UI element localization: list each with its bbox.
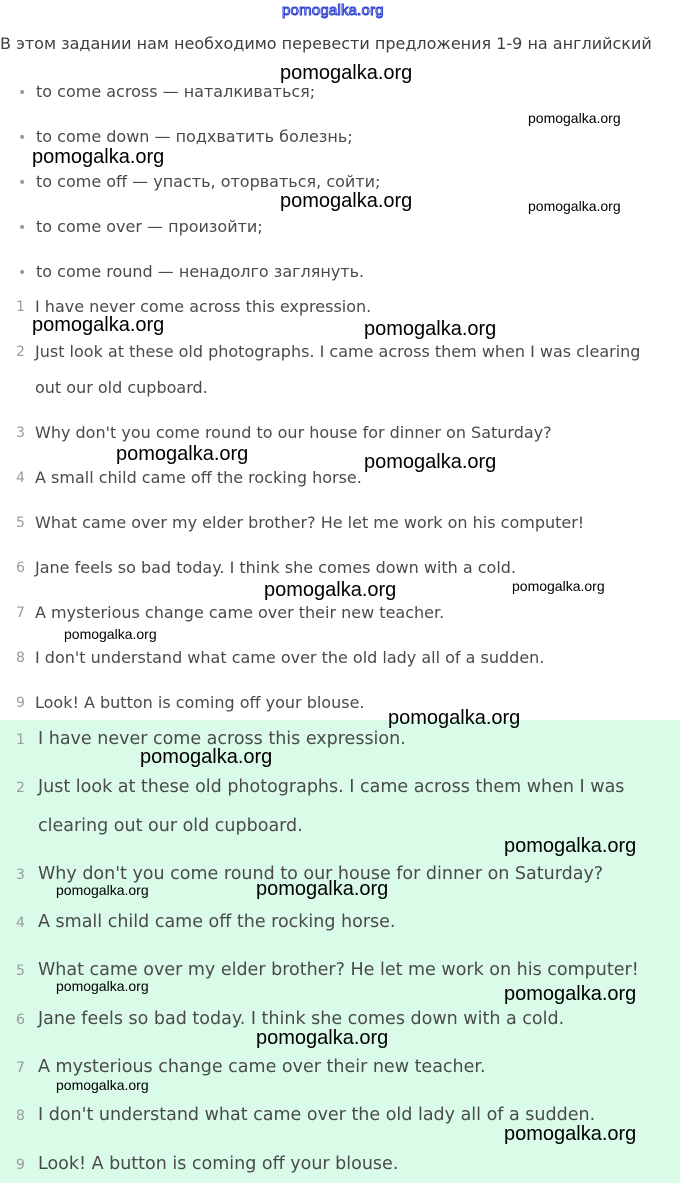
answer-text: Why don't you come round to our house for dinner on Saturday?	[38, 864, 604, 884]
intro-text: В этом задании нам необходимо перевести предложения 1-9 на английский	[0, 34, 652, 53]
bullet-icon: •	[18, 265, 27, 281]
watermark: pomogalka.org	[280, 190, 413, 212]
answer-text: What came over my elder brother? He let me work on his computer!	[38, 960, 639, 980]
watermark: pomogalka.org	[64, 626, 157, 642]
answer-text: I have never come across this expression.	[38, 729, 406, 749]
watermark: pomogalka.org	[504, 1123, 637, 1145]
answer-number: 5	[16, 963, 25, 979]
sentence-number: 2	[16, 344, 25, 360]
vocab-item	[18, 172, 380, 191]
watermark: pomogalka.org	[32, 314, 165, 336]
watermark: pomogalka.org	[388, 707, 521, 729]
bullet-icon: •	[18, 220, 27, 236]
site-logo[interactable]: pomogalka.org	[282, 2, 384, 19]
answer-text: Look! A button is coming off your blouse.	[38, 1154, 399, 1174]
sentence-number: 8	[16, 650, 25, 666]
watermark: pomogalka.org	[528, 198, 621, 214]
bullet-icon: •	[18, 85, 27, 101]
sentence-number: 1	[16, 299, 25, 315]
vocab-text: to come over — произойти;	[36, 217, 263, 236]
sentence-text: What came over my elder brother? He let me work on his computer!	[35, 513, 585, 532]
sentence-text: Jane feels so bad today. I think she comes down with a cold.	[35, 558, 517, 577]
watermark: pomogalka.org	[256, 1027, 389, 1049]
answer-number: 7	[16, 1060, 25, 1076]
sentence-text: I have never come across this expression.	[35, 297, 372, 316]
watermark: pomogalka.org	[32, 146, 165, 168]
watermark: pomogalka.org	[364, 451, 497, 473]
watermark: pomogalka.org	[256, 878, 389, 900]
sentence-number: 6	[16, 560, 25, 576]
vocab-text: to come down — подхватить болезнь;	[36, 127, 353, 146]
vocab-text: to come round — ненадолго заглянуть.	[36, 262, 365, 281]
sentence-text: Look! A button is coming off your blouse.	[35, 693, 365, 712]
watermark: pomogalka.org	[56, 978, 149, 994]
sentence-number: 9	[16, 695, 25, 711]
answer-text: I don't understand what came over the old lady all of a sudden.	[38, 1105, 596, 1125]
vocab-item	[18, 262, 364, 281]
answer-text: Just look at these old photographs. I came across them when I was	[38, 777, 625, 797]
answer-number: 9	[16, 1157, 25, 1173]
answer-number: 8	[16, 1108, 25, 1124]
vocab-text: to come off — упасть, оторваться, сойти;	[36, 172, 381, 191]
watermark: pomogalka.org	[56, 882, 149, 898]
vocab-item	[18, 127, 353, 146]
sentence-text: A mysterious change came over their new teacher.	[35, 603, 445, 622]
answer-number: 3	[16, 867, 25, 883]
sentence-number: 3	[16, 425, 25, 441]
sentence-number: 7	[16, 605, 25, 621]
sentence-text: A small child came off the rocking horse.	[35, 468, 362, 487]
watermark: pomogalka.org	[280, 62, 413, 84]
watermark: pomogalka.org	[364, 318, 497, 340]
vocab-text: to come across — наталкиваться;	[36, 82, 316, 101]
answer-number: 1	[16, 732, 25, 748]
watermark: pomogalka.org	[140, 746, 273, 768]
answer-number: 2	[16, 780, 25, 796]
sentence-number: 4	[16, 470, 25, 486]
vocab-item	[18, 82, 315, 101]
sentence-text: out our old cupboard.	[35, 378, 208, 397]
sentence-text: Why don't you come round to our house for dinner on Saturday?	[35, 423, 552, 442]
watermark: pomogalka.org	[528, 110, 621, 126]
watermark: pomogalka.org	[504, 983, 637, 1005]
answer-text: Jane feels so bad today. I think she comes down with a cold.	[38, 1009, 565, 1029]
bullet-icon: •	[18, 130, 27, 146]
watermark: pomogalka.org	[504, 835, 637, 857]
answer-text: A mysterious change came over their new teacher.	[38, 1057, 486, 1077]
watermark: pomogalka.org	[264, 579, 397, 601]
bullet-icon: •	[18, 175, 27, 191]
sentence-number: 5	[16, 515, 25, 531]
answer-number: 6	[16, 1012, 25, 1028]
watermark: pomogalka.org	[56, 1077, 149, 1093]
answer-text: A small child came off the rocking horse.	[38, 912, 396, 932]
answer-text: clearing out our old cupboard.	[38, 816, 303, 836]
sentence-text: Just look at these old photographs. I came across them when I was clearing	[35, 342, 641, 361]
watermark: pomogalka.org	[116, 443, 249, 465]
vocab-item	[18, 217, 263, 236]
answer-number: 4	[16, 915, 25, 931]
sentence-text: I don't understand what came over the old lady all of a sudden.	[35, 648, 545, 667]
watermark: pomogalka.org	[512, 578, 605, 594]
